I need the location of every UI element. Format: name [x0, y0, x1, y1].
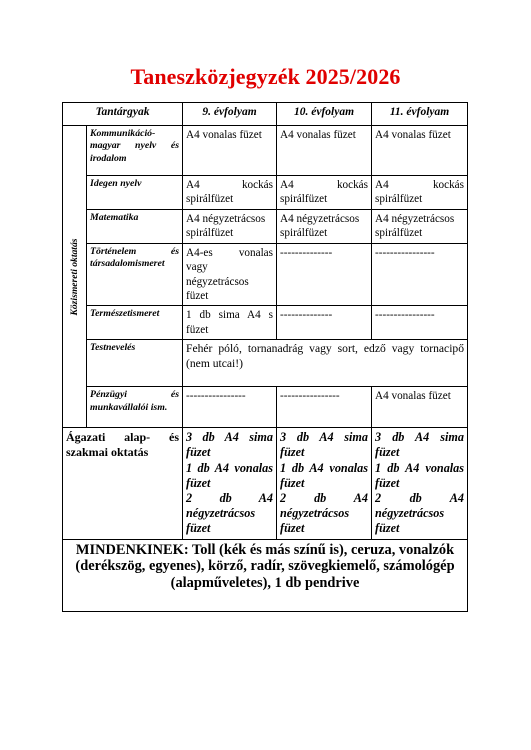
table-row [63, 126, 468, 176]
mindenkinek-text: MINDENKINEK: Toll (kék és más színű is), ceruza, vonalzók (derékszög, egyenes), körző, radír, szövegkiemelő, számológép (alapműveletes), 1 db pendrive [63, 539, 468, 611]
grade11-cell: A4 vonalas füzet [372, 387, 468, 428]
table-row [63, 209, 468, 243]
grade9-cell: A4-es vonalas vagy négyzetrácsos füzet [183, 243, 277, 306]
agazati-line1: 3 db A4 sima füzet [375, 430, 465, 460]
grade11-cell: A4 vonalas füzet [372, 126, 468, 176]
subject-cell: Történelem és társadalomismeret [87, 243, 183, 306]
grade9-cell: 1 db sima A4 s füzet [183, 306, 277, 340]
grade10-cell: A4 kockás spirálfüzet [277, 176, 372, 210]
table-row [63, 387, 468, 428]
agazati-grade10 [277, 428, 372, 539]
grade11-cell: A4 kockás spirálfüzet [372, 176, 468, 210]
grade9-cell: A4 kockás spirálfüzet [183, 176, 277, 210]
table-row [63, 176, 468, 210]
grade10-cell: -------------- [277, 243, 372, 306]
grade10-cell: ---------------- [277, 387, 372, 428]
grade11-cell: ---------------- [372, 306, 468, 340]
grade11-cell: ---------------- [372, 243, 468, 306]
header-grade-11: 11. évfolyam [372, 103, 468, 126]
subject-cell: Pénzügyi és munkavállalói ism. [87, 387, 183, 428]
subject-cell: Matematika [87, 209, 183, 243]
agazati-line3: 2 db A4 négyzetrácsos füzet [375, 491, 465, 536]
agazati-line2: 1 db A4 vonalas füzet [280, 460, 369, 490]
grade10-cell: A4 vonalas füzet [277, 126, 372, 176]
subject-cell: Kommunikáció-magyar nyelv és irodalom [87, 126, 183, 176]
header-subject: Tantárgyak [63, 103, 183, 126]
agazati-grade11 [372, 428, 468, 539]
grade11-cell: A4 négyzetrácsos spirálfüzet [372, 209, 468, 243]
agazati-line3: 2 db A4 négyzetrácsos füzet [280, 491, 369, 536]
grade10-cell: -------------- [277, 306, 372, 340]
header-row [63, 103, 468, 126]
grade9-cell: A4 vonalas füzet [183, 126, 277, 176]
table-row [63, 243, 468, 306]
grade9-cell: A4 négyzetrácsos spirálfüzet [183, 209, 277, 243]
grade9-cell: ---------------- [183, 387, 277, 428]
agazati-line2: 1 db A4 vonalas füzet [186, 460, 274, 490]
side-label: Közismereti oktatás [68, 238, 80, 316]
agazati-line3: 2 db A4 négyzetrácsos füzet [186, 491, 274, 536]
page-title: Taneszközjegyzék 2025/2026 [130, 64, 401, 89]
agazati-label: Ágazati alap- és szakmai oktatás [63, 428, 183, 539]
table-row [63, 306, 468, 340]
header-grade-9: 9. évfolyam [183, 103, 277, 126]
agazati-line1: 3 db A4 sima füzet [186, 430, 274, 460]
header-grade-10: 10. évfolyam [277, 103, 372, 126]
grade10-cell: A4 négyzetrácsos spirálfüzet [277, 209, 372, 243]
mindenkinek-row [63, 539, 468, 611]
subject-cell: Idegen nyelv [87, 176, 183, 210]
agazati-grade9 [183, 428, 277, 539]
table-row [63, 340, 468, 387]
agazati-row [63, 428, 468, 539]
supplies-table [62, 102, 468, 612]
subject-cell: Testnevelés [87, 340, 183, 387]
subject-cell: Természetismeret [87, 306, 183, 340]
all-grades-cell: Fehér póló, tornanadrág vagy sort, edző vagy tornacipő (nem utcai!) [183, 340, 468, 387]
side-label-cell [63, 126, 87, 428]
agazati-line1: 3 db A4 sima füzet [280, 430, 369, 460]
agazati-line2: 1 db A4 vonalas füzet [375, 460, 465, 490]
